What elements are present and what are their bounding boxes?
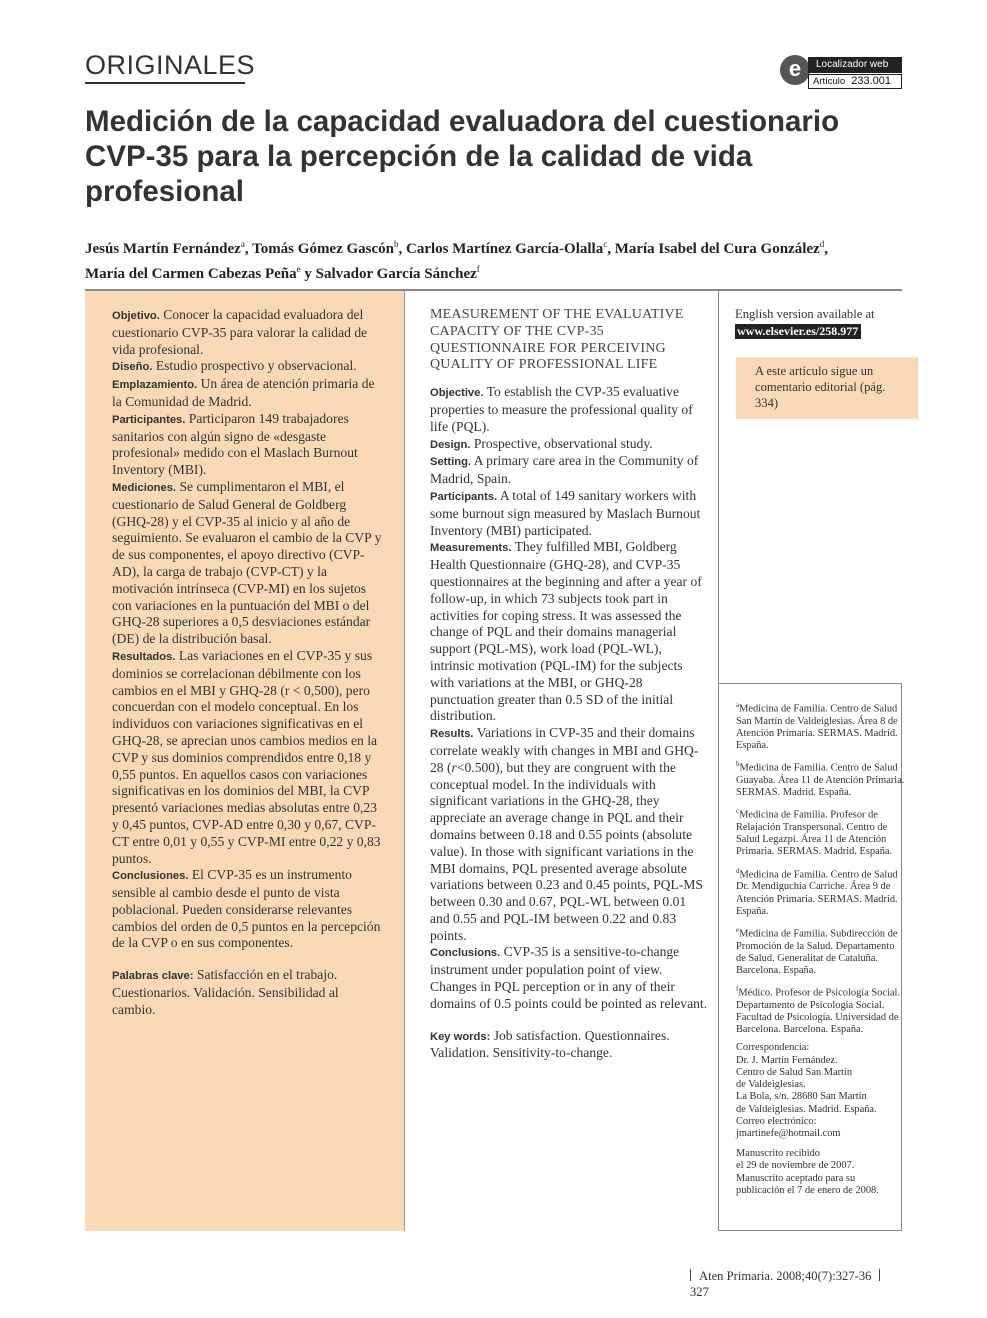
affiliation-item <box>736 924 906 977</box>
abstract-setting <box>430 453 708 488</box>
author-affiliation-mark: b <box>394 239 399 249</box>
affiliation-item <box>736 699 906 752</box>
abstract-resultados <box>112 648 384 867</box>
abstract-text: El CVP-35 es un instrumento sensible al cambio desde el punto de vista poblacional. Pueden considerarse relevantes cambios del orden de 0,5 puntos en la percepción de la CVP o en sus componentes. <box>112 867 381 951</box>
abstract-heading: Mediciones. <box>112 481 177 494</box>
abstract-results <box>430 725 708 944</box>
abstract-heading: Diseño. <box>112 361 153 374</box>
abstract-text: Un área de atención primaria de la Comunidad de Madrid. <box>112 376 375 409</box>
author-name: María del Carmen Cabezas Peña <box>85 266 297 282</box>
abstract-mediciones <box>112 479 384 648</box>
affiliation-mark: c <box>736 807 740 816</box>
abstract-conclusions <box>430 944 708 1012</box>
keywords-heading: Palabras clave: <box>112 970 194 983</box>
correspondence-email[interactable]: jmartinefe@hotmail.com <box>736 1127 841 1139</box>
affiliation-text: Medicina de Familia. Subdirección de Promoción de la Salud. Departamento de Salud. Generalitat de Cataluña. Barcelona. España. <box>736 928 898 976</box>
correspondence-label: Correspondencia: <box>736 1042 810 1054</box>
locator-label: Artículo <box>813 76 846 87</box>
journal-citation: Aten Primaria. 2008;40(7):327-36 <box>699 1269 872 1283</box>
author-separator: y <box>300 266 316 282</box>
author-separator: , <box>824 241 828 257</box>
abstract-text: Las variaciones en el CVP-35 y sus dominios se correlacionan débilmente con los cambios en el MBI y GHQ-28 (r < 0,500), pero concuerdan con el modelo conceptual. En los individuos con variaciones significativas en el GHQ-28, se aprecian unos cambios medios en la CVP y sus dominios comprendidos entre 0,18 y 0,55 puntos. En aquellos casos con variaciones significativas en los dominios del MBI, la CVP presentó variaciones medias absolutas entre 0,23 y 0,45 puntos, CVP-AD entre 0,30 y 0,67, CVP-CT entre 0,01 y 0,55 y CVP-MI entre 0,22 y 0,83 puntos. <box>112 647 381 866</box>
page-number: 327 <box>690 1285 709 1299</box>
author-name: Salvador García Sánchez <box>315 266 477 282</box>
affiliation-mark: e <box>736 925 740 934</box>
author-name: Carlos Martínez García-Olalla <box>406 241 604 257</box>
affiliations <box>736 699 906 1197</box>
affiliation-mark: b <box>736 760 740 769</box>
english-version-label: English version available at <box>735 307 875 321</box>
correspondence-line: Centro de Salud San Martín <box>736 1066 853 1078</box>
keywords-spanish <box>112 967 384 1018</box>
section-divider <box>85 82 245 84</box>
author-affiliation-mark: e <box>296 264 301 274</box>
locator-article <box>808 74 902 89</box>
abstract-heading: Participants. <box>430 490 498 503</box>
affiliation-item <box>736 758 906 799</box>
abstract-heading: Objetivo. <box>112 310 160 322</box>
manuscript-line: el 29 de noviembre de 2007. <box>736 1160 855 1172</box>
english-version-note <box>735 306 905 339</box>
editorial-note: A este artículo sigue un comentario editorial (pág. 334) <box>736 357 918 419</box>
manuscript-line: Manuscrito recibido <box>736 1148 820 1160</box>
affiliation-mark: a <box>736 701 740 709</box>
abstract-participantes <box>112 411 384 479</box>
affiliation-item <box>736 805 906 858</box>
abstract-participants <box>430 488 708 539</box>
keywords-text: Job satisfaction. Questionnaires. Validation. Sensitivity-to-change. <box>430 1027 670 1061</box>
author-affiliation-mark: a <box>240 239 245 249</box>
abstract-text: To establish the CVP-35 evaluative properties to measure the professional quality of life (PQL). <box>430 384 693 434</box>
correspondence-line: Dr. J. Martín Fernández. <box>736 1054 838 1066</box>
abstract-heading: Participantes. <box>112 413 186 426</box>
correspondence-line: de Valdeiglesias. Madrid. España. <box>736 1103 877 1115</box>
keywords-text: Satisfacción en el trabajo. Cuestionarios. Validación. Sensibilidad al cambio. <box>112 967 339 1017</box>
affiliation-box-bottom <box>718 1230 902 1231</box>
abstract-heading: Resultados. <box>112 650 176 663</box>
keywords-heading: Key words: <box>430 1030 491 1043</box>
author-separator: , <box>398 241 407 257</box>
locator-title: Localizador web <box>808 57 902 73</box>
abstract-spanish <box>85 291 405 1231</box>
abstract-heading: Emplazamiento. <box>112 379 198 392</box>
abstract-heading: Setting. <box>430 456 472 469</box>
english-version-link[interactable]: www.elsevier.es/258.977 <box>735 324 861 339</box>
footer-divider <box>690 1269 691 1281</box>
abstract-heading: Conclusiones. <box>112 870 189 883</box>
author-affiliation-mark: f <box>476 264 480 274</box>
affiliation-mark: d <box>736 866 740 875</box>
abstract-text: <0.500), but they are congruent with the conceptual model. In the individuals with significant variations in the GHQ-28, they appreciate an average change in PQL and their domains between 0.18 and 0.55 points (absolute value). In those with significant variations in the MBI domains, PQL presented average absolute variations between 0.23 and 0.45 points, PQL-MS between 0.30 and 0.67, PQL-WL between 0.01 and 0.55 and PQL-IM between 0.22 and 0.83 points. <box>430 759 703 943</box>
abstract-text: They fulfilled MBI, Goldberg Health Questionnaire (GHQ-28), and CVP-35 questionnaires at the beginning and after a year of follow-up, in which 73 subjects took part in activities for coping stress. It was assessed the change of PQL and their domains managerial support (PQL-MS), work load (PQL-WL), intrinsic motivation (PQL-IM) for the subjects with variations at the MBI, or GHQ-28 punctuation greater than 0.5 SD of the initial distribution. <box>430 539 702 724</box>
author-affiliation-mark: c <box>603 239 608 249</box>
abstract-objetivo <box>112 307 384 358</box>
web-locator[interactable] <box>780 55 902 91</box>
correspondence-line: La Bola, s/n. 28680 San Martín <box>736 1091 867 1103</box>
author-separator: , <box>607 241 615 257</box>
affiliation-text: Medicina de Familia. Centro de Salud Dr. Mendiguchía Carriche. Área 9 de Atención Primaria. SERMAS. Madrid. España. <box>736 869 898 917</box>
correspondence-line: Correo electrónico: <box>736 1115 817 1127</box>
abstract-text: Prospective, observational study. <box>473 435 653 451</box>
manuscript-line: Manuscrito aceptado para su <box>736 1172 856 1184</box>
abstract-measurements <box>430 539 708 725</box>
affiliation-text: Medicina de Familia. Centro de Salud San Martín de Valdeiglesias. Área 8 de Atención Primaria. SERMAS. Madrid. España. <box>736 703 898 752</box>
author-affiliation-mark: d <box>819 239 825 249</box>
affiliation-item <box>736 865 906 918</box>
abstract-diseno <box>112 358 384 376</box>
author-name: María Isabel del Cura González <box>614 241 820 257</box>
page-footer <box>690 1268 905 1300</box>
affiliation-text: Médico. Profesor de Psicología Social. Departamento de Psicología Social. Facultad de Psicología. Universidad de Barcelona. Barcelona. España. <box>736 987 900 1036</box>
author-name: Tomás Gómez Gascón <box>252 241 395 257</box>
abstract-heading: Measurements. <box>430 542 512 555</box>
abstract-text: Se cumplimentaron el MBI, el cuestionario de Salud General de Goldberg (GHQ-28) y el CVP-35 al inicio y al año de seguimiento. Se evaluaron el cambio de la CVP y de sus componentes, el apoyo directivo (CVP-AD), la carga de trabajo (CVP-CT) y la motivación intrínseca (CVP-MI) en los sujetos con variaciones en la puntuación del MBI o del GHQ-28 superiores a 0,5 desviaciones estándar (DE) de la distribución basal. <box>112 478 382 647</box>
column-divider <box>718 291 719 1231</box>
author-separator: , <box>244 241 253 257</box>
author-name: Jesús Martín Fernández <box>85 241 241 257</box>
abstract-text: Variations in CVP-35 and their domains correlate weakly with changes in MBI and GHQ-28 ( <box>430 725 699 775</box>
abstract-text: A primary care area in the Community of Madrid, Spain. <box>430 453 699 487</box>
footer-divider <box>879 1269 880 1281</box>
manuscript-dates <box>736 1148 906 1197</box>
article-title: Medición de la capacidad evaluadora del cuestionario CVP-35 para la percepción de la calidad de vida profesional <box>85 105 840 208</box>
abstract-design <box>430 436 708 454</box>
abstract-heading: Results. <box>430 728 474 741</box>
abstract-text: CVP-35 is a sensitive-to-change instrument under population point of view. Changes in PQL perception or in any of their domains of 0.5 points could be pointed as relevant. <box>430 944 708 1011</box>
keywords-english <box>430 1028 708 1063</box>
correspondence-line: de Valdeiglesias. <box>736 1079 806 1091</box>
abstract-text: A total of 149 sanitary workers with some burnout sign measured by Maslach Burnout Inventory (MBI) participated. <box>430 487 701 538</box>
english-title: MEASUREMENT OF THE EVALUATIVE CAPACITY OF THE CVP-35 QUESTIONNAIRE FOR PERCEIVING QUALITY OF PROFESSIONAL LIFE <box>430 307 684 373</box>
abstract-objective <box>430 384 708 435</box>
abstract-heading: Objective. <box>430 387 484 400</box>
affiliation-text: Medicina de Familia. Centro de Salud Guayaba. Área 11 de Atención Primaria. SERMAS. Madrid. España. <box>736 762 905 799</box>
abstract-text: Estudio prospectivo y observacional. <box>155 358 357 374</box>
abstract-heading: Conclusions. <box>430 947 501 960</box>
abstract-heading: Design. <box>430 438 471 451</box>
elsevier-e-icon: e <box>780 55 810 85</box>
locator-number: 233.001 <box>851 75 891 87</box>
abstract-text: Conocer la capacidad evaluadora del cuestionario CVP-35 para valorar la calidad de vida profesional. <box>112 307 368 357</box>
abstract-conclusiones <box>112 867 384 952</box>
affiliation-item <box>736 983 906 1036</box>
abstract-emplazamiento <box>112 376 384 411</box>
affiliation-mark: f <box>736 985 739 994</box>
affiliation-text: Medicina de Familia. Profesor de Relajación Transpersonal. Centro de Salud Legazpi. Área 11 de Atención Primaria. SERMAS. Madrid. España. <box>736 809 893 858</box>
section-label: ORIGINALES <box>85 50 256 80</box>
manuscript-line: publicación el 7 de enero de 2008. <box>736 1184 879 1196</box>
affiliation-box-top <box>718 683 902 684</box>
abstract-text: Participaron 149 trabajadores sanitarios con algún signo de «desgaste profesional» medido con el Maslach Burnout Inventory (MBI). <box>112 410 358 478</box>
author-list <box>85 234 905 284</box>
abstract-text-italic: r <box>451 759 457 775</box>
correspondence <box>736 1042 906 1140</box>
abstract-english <box>408 291 718 1231</box>
